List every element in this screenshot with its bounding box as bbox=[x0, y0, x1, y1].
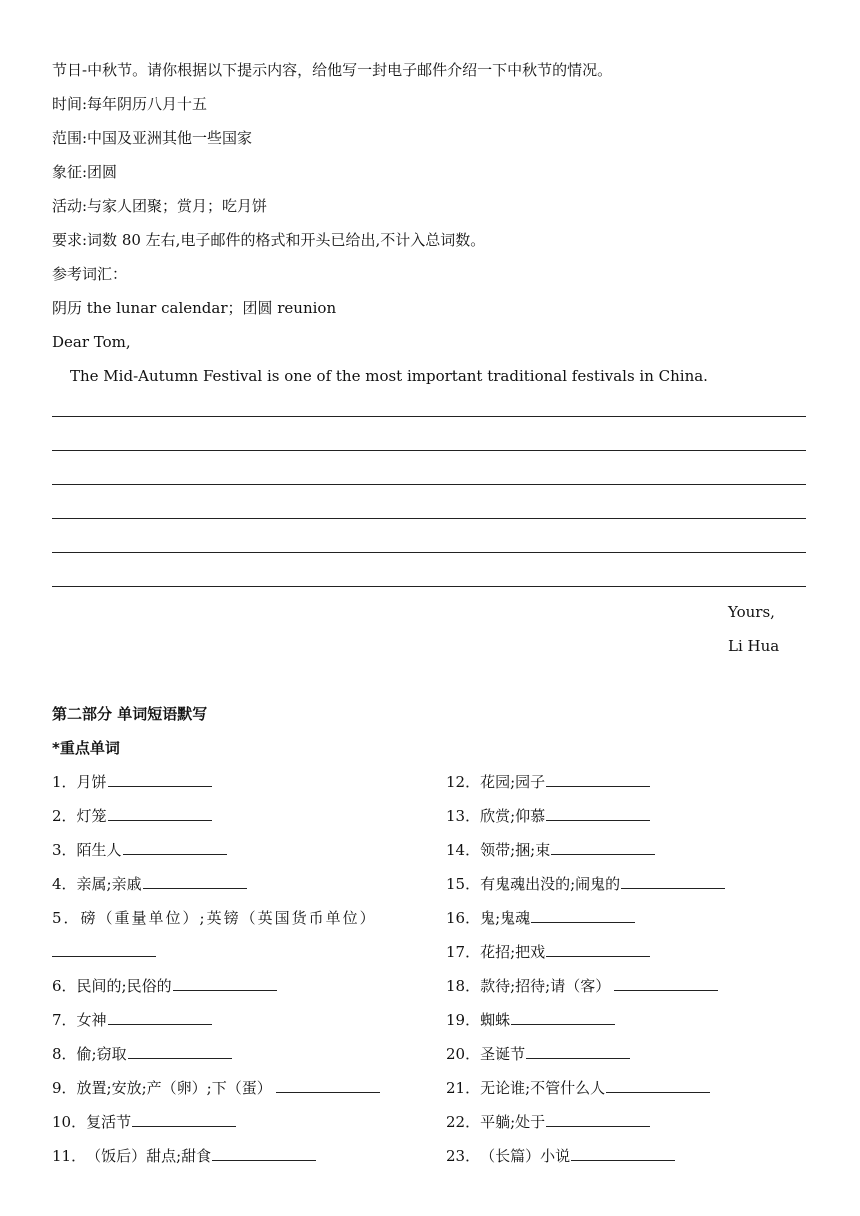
word-item-21 bbox=[446, 1078, 710, 1098]
item-prompt: 领带;捆;束 bbox=[480, 841, 551, 859]
letter-signature: Li Hua bbox=[728, 637, 780, 655]
item-prompt: 平躺;处于 bbox=[480, 1113, 546, 1131]
item-number: 23． bbox=[446, 1147, 481, 1165]
item-number: 9． bbox=[52, 1079, 77, 1097]
item-number: 1． bbox=[52, 773, 77, 791]
item-number: 12． bbox=[446, 773, 481, 791]
item-prompt: 蜘蛛 bbox=[480, 1011, 511, 1029]
item-number: 17． bbox=[446, 943, 481, 961]
letter-closing: Yours, bbox=[728, 603, 775, 621]
word-item-11 bbox=[52, 1146, 316, 1166]
word-item-7 bbox=[52, 1010, 212, 1030]
item-prompt: 欣赏;仰慕 bbox=[480, 807, 546, 825]
part-two-subtitle: *重点单词 bbox=[52, 739, 120, 757]
item-number: 19． bbox=[446, 1011, 481, 1029]
item-prompt: 复活节 bbox=[86, 1113, 132, 1131]
writing-line[interactable] bbox=[52, 586, 806, 587]
item-number: 14． bbox=[446, 841, 481, 859]
task-time: 时间:每年阴历八月十五 bbox=[52, 95, 208, 113]
item-number: 5． bbox=[52, 909, 81, 927]
item-number: 18． bbox=[446, 977, 481, 995]
word-item-12 bbox=[446, 772, 650, 792]
item-prompt: 月饼 bbox=[76, 773, 107, 791]
answer-blank[interactable] bbox=[123, 840, 227, 855]
part-two-title: 第二部分 单词短语默写 bbox=[52, 705, 208, 723]
writing-line[interactable] bbox=[52, 416, 806, 417]
answer-blank[interactable] bbox=[108, 1010, 212, 1025]
word-item-13 bbox=[446, 806, 650, 826]
item-number: 3． bbox=[52, 841, 77, 859]
letter-greeting: Dear Tom, bbox=[52, 333, 131, 351]
answer-blank[interactable] bbox=[546, 772, 650, 787]
writing-line[interactable] bbox=[52, 484, 806, 485]
item-prompt: 民间的;民俗的 bbox=[76, 977, 172, 995]
item-prompt: 款待;招待;请（客） bbox=[480, 977, 611, 995]
item-number: 22． bbox=[446, 1113, 481, 1131]
item-prompt: 磅（重量单位）;英镑（英国货币单位） bbox=[80, 909, 377, 927]
writing-line[interactable] bbox=[52, 552, 806, 553]
word-item-5 bbox=[52, 908, 377, 928]
answer-blank[interactable] bbox=[546, 942, 650, 957]
item-prompt: 亲属;亲戚 bbox=[76, 875, 142, 893]
item-prompt: 女神 bbox=[76, 1011, 107, 1029]
answer-blank[interactable] bbox=[531, 908, 635, 923]
answer-blank[interactable] bbox=[52, 942, 156, 957]
answer-blank[interactable] bbox=[108, 806, 212, 821]
writing-line[interactable] bbox=[52, 450, 806, 451]
item-prompt: 无论谁;不管什么人 bbox=[480, 1079, 606, 1097]
task-intro: 节日-中秋节。请你根据以下提示内容，给他写一封电子邮件介绍一下中秋节的情况。 bbox=[52, 61, 613, 79]
item-prompt: 花招;把戏 bbox=[480, 943, 546, 961]
vocab-title: 参考词汇： bbox=[52, 265, 128, 283]
item-number: 16． bbox=[446, 909, 481, 927]
word-item-16 bbox=[446, 908, 635, 928]
item-number: 7． bbox=[52, 1011, 77, 1029]
item-prompt: （饭后）甜点;甜食 bbox=[86, 1147, 212, 1165]
answer-blank[interactable] bbox=[621, 874, 725, 889]
task-scope: 范围:中国及亚洲其他一些国家 bbox=[52, 129, 253, 147]
letter-opening: The Mid-Autumn Festival is one of the most important traditional festivals in China. bbox=[70, 367, 708, 385]
item-number: 2． bbox=[52, 807, 77, 825]
item-prompt: 偷;窃取 bbox=[76, 1045, 127, 1063]
word-item-1 bbox=[52, 772, 212, 792]
item-number: 20． bbox=[446, 1045, 481, 1063]
item-prompt: 陌生人 bbox=[76, 841, 122, 859]
word-item-14 bbox=[446, 840, 655, 860]
word-item-3 bbox=[52, 840, 227, 860]
task-requirement: 要求:词数 80 左右,电子邮件的格式和开头已给出,不计入总词数。 bbox=[52, 231, 486, 249]
item-prompt: 放置;安放;产（卵）;下（蛋） bbox=[76, 1079, 272, 1097]
answer-blank[interactable] bbox=[614, 976, 718, 991]
answer-blank[interactable] bbox=[551, 840, 655, 855]
answer-blank[interactable] bbox=[108, 772, 212, 787]
item-prompt: 有鬼魂出没的;闹鬼的 bbox=[480, 875, 621, 893]
word-item-22 bbox=[446, 1112, 650, 1132]
word-item-17 bbox=[446, 942, 650, 962]
answer-blank[interactable] bbox=[276, 1078, 380, 1093]
word-item-8 bbox=[52, 1044, 232, 1064]
writing-line[interactable] bbox=[52, 518, 806, 519]
answer-blank[interactable] bbox=[511, 1010, 615, 1025]
item-number: 4． bbox=[52, 875, 77, 893]
item-prompt: （长篇）小说 bbox=[480, 1147, 571, 1165]
task-symbol: 象征:团圆 bbox=[52, 163, 118, 181]
word-item-18 bbox=[446, 976, 718, 996]
word-item-4 bbox=[52, 874, 247, 894]
answer-blank[interactable] bbox=[526, 1044, 630, 1059]
word-item-5-answer bbox=[52, 942, 156, 962]
vocab-list: 阴历 the lunar calendar；团圆 reunion bbox=[52, 299, 337, 317]
answer-blank[interactable] bbox=[546, 806, 650, 821]
item-number: 15． bbox=[446, 875, 481, 893]
answer-blank[interactable] bbox=[571, 1146, 675, 1161]
item-number: 13． bbox=[446, 807, 481, 825]
item-number: 10． bbox=[52, 1113, 87, 1131]
item-prompt: 灯笼 bbox=[76, 807, 107, 825]
item-prompt: 花园;园子 bbox=[480, 773, 546, 791]
word-item-19 bbox=[446, 1010, 615, 1030]
answer-blank[interactable] bbox=[606, 1078, 710, 1093]
answer-blank[interactable] bbox=[128, 1044, 232, 1059]
word-item-2 bbox=[52, 806, 212, 826]
task-activities: 活动:与家人团聚；赏月；吃月饼 bbox=[52, 197, 268, 215]
answer-blank[interactable] bbox=[546, 1112, 650, 1127]
item-prompt: 鬼;鬼魂 bbox=[480, 909, 531, 927]
item-number: 21． bbox=[446, 1079, 481, 1097]
word-item-9 bbox=[52, 1078, 380, 1098]
word-item-6 bbox=[52, 976, 277, 996]
word-item-15 bbox=[446, 874, 725, 894]
answer-blank[interactable] bbox=[143, 874, 247, 889]
item-prompt: 圣诞节 bbox=[480, 1045, 526, 1063]
item-number: 6． bbox=[52, 977, 77, 995]
answer-blank[interactable] bbox=[132, 1112, 236, 1127]
item-number: 8． bbox=[52, 1045, 77, 1063]
word-item-10 bbox=[52, 1112, 236, 1132]
answer-blank[interactable] bbox=[173, 976, 277, 991]
word-item-20 bbox=[446, 1044, 630, 1064]
item-number: 11． bbox=[52, 1147, 87, 1165]
word-item-23 bbox=[446, 1146, 675, 1166]
answer-blank[interactable] bbox=[212, 1146, 316, 1161]
